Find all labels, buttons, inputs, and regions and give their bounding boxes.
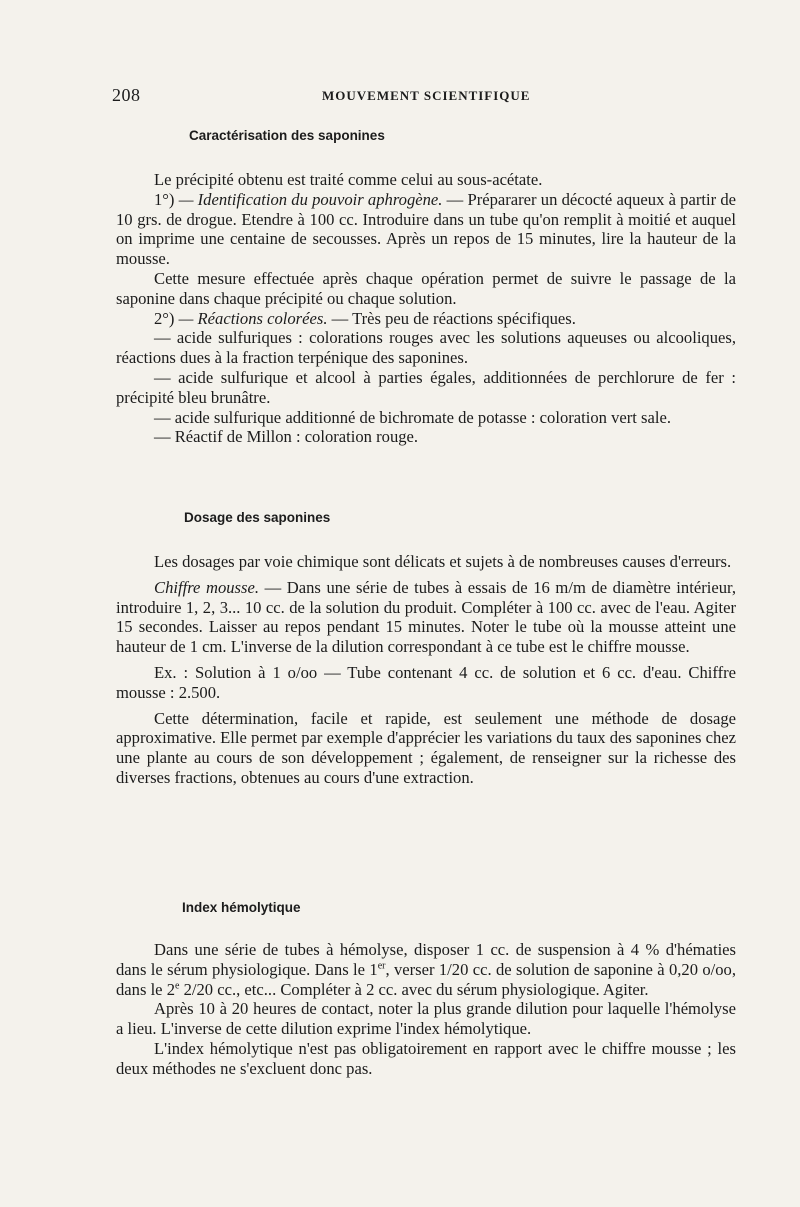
text-run: 2/20 cc., etc... Compléter à 2 cc. avec du sérum physiologique. Agiter. xyxy=(179,979,649,999)
item-number: 1°) xyxy=(154,189,175,209)
item-text: — Très peu de réactions spécifiques. xyxy=(331,308,576,328)
dash-item: — Réactif de Millon : coloration rouge. xyxy=(154,427,419,447)
paragraph: L'index hémolytique n'est pas obligatoirement en rapport avec le chiffre mousse ; les deux méthodes ne s'excluent donc pas. xyxy=(116,1038,736,1078)
paragraph xyxy=(116,578,736,657)
dash-item: — acide sulfurique additionné de bichromate de potasse : coloration vert sale. xyxy=(154,407,671,427)
paragraph xyxy=(116,309,736,329)
text-run: , verser 1/20 cc. de solution de saponine à 0,20 o/oo, dans le 2 xyxy=(116,959,737,999)
paragraph: Ex. : Solution à 1 o/oo — Tube contenant 4 cc. de solution et 6 cc. d'eau. Chiffre mousse : 2.500. xyxy=(116,662,736,702)
paragraph: Les dosages par voie chimique sont délicats et sujets à de nombreuses causes d'erreurs. xyxy=(154,552,732,571)
superscript: er xyxy=(377,960,386,972)
paragraph xyxy=(116,190,736,269)
paragraph: Cette mesure effectuée après chaque opération permet de suivre le passage de la saponine dans chaque précipité ou chaque solution. xyxy=(116,268,736,308)
section-heading-index: Index hémolytique xyxy=(182,900,301,915)
item-number: 2°) xyxy=(154,308,175,328)
caracterisation-body xyxy=(116,170,736,447)
item-title: — Identification du pouvoir aphrogène. xyxy=(178,189,443,209)
page-number: 208 xyxy=(112,85,141,105)
paragraph: Après 10 à 20 heures de contact, noter la plus grande dilution pour laquelle l'hémolyse a lieu. L'inverse de cette dilution exprime l'index hémolytique. xyxy=(116,999,736,1039)
item-title: Chiffre mousse. xyxy=(154,577,259,597)
item-text: — Dans une série de tubes à essais de 16 m/m de diamètre intérieur, introduire 1, 2, 3... 10 cc. de la solution du produit. Compléter à 100 cc. avec de l'eau. Agiter 15 secondes. Laisser au repos pendant 15 minutes. Noter le tube où la mousse atteint une hauteur de 1 cm. L'inverse de la dilution correspondant à ce tube est le chiffre mousse. xyxy=(116,577,736,657)
paragraph xyxy=(116,940,736,999)
dosage-body xyxy=(116,552,736,788)
paragraph: Cette détermination, facile et rapide, est seulement une méthode de dosage approximative. Elle permet par exemple d'apprécier les variations du taux des saponines chez une plante au cours de son développement ; également, de renseigner sur la richesse des diverses fractions, obtenues au cours d'une extraction. xyxy=(116,708,736,787)
text-run: Dans une série de tubes à hémolyse, disposer 1 cc. de suspension à 4 % d'hématies dans le sérum physiologique. Dans le 1 xyxy=(116,940,736,979)
section-heading-caracterisation: Caractérisation des saponines xyxy=(189,128,385,143)
paragraph: Le précipité obtenu est traité comme celui au sous-acétate. xyxy=(154,170,543,189)
dash-item: — acide sulfurique et alcool à parties égales, additionnées de perchlorure de fer : précipité bleu brunâtre. xyxy=(116,367,736,407)
item-text: — Prépararer un décocté aqueux à partir de 10 grs. de drogue. Etendre à 100 cc. Introduire dans un tube qu'on remplit à moitié et auquel on imprime une centaine de secousses. Après un repos de 15 minutes, lire la hauteur de la mousse. xyxy=(116,189,736,269)
index-body xyxy=(116,940,736,1079)
dash-item: — acide sulfuriques : colorations rouges avec les solutions aqueuses ou alcooliques, réactions dues à la fraction terpénique des saponines. xyxy=(116,328,736,368)
superscript: e xyxy=(175,980,180,992)
section-heading-dosage: Dosage des saponines xyxy=(184,510,331,525)
item-title: — Réactions colorées. xyxy=(178,308,328,328)
running-head: MOUVEMENT SCIENTIFIQUE xyxy=(322,88,531,103)
page-header xyxy=(112,85,737,109)
